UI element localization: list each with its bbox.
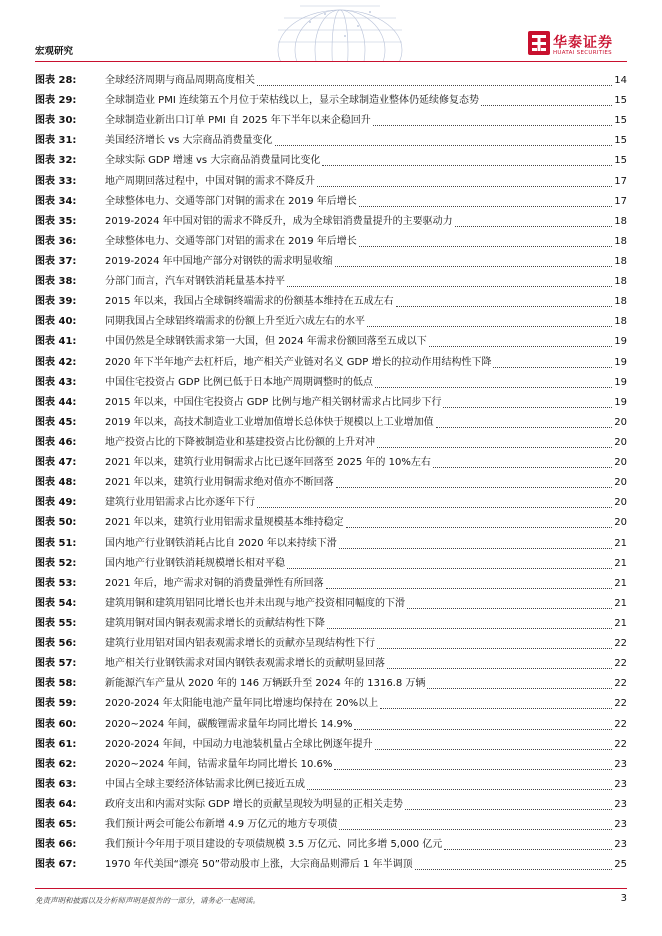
footer-disclaimer: 免责声明和披露以及分析师声明是报告的一部分，请务必一起阅读。 (35, 896, 260, 905)
figure-title[interactable]: 同期我国占全球铝终端需求的份额上升至近六成左右的水平 (105, 316, 365, 328)
header-divider (35, 61, 627, 62)
figure-title[interactable]: 2020~2024 年间，钴需求量年均同比增长 10.6% (105, 758, 333, 770)
figure-page-number[interactable]: 15 (614, 115, 627, 127)
figure-label: 图表 33: (35, 175, 77, 187)
toc-row[interactable] (35, 252, 627, 272)
toc-row[interactable] (35, 815, 627, 835)
figure-page-number[interactable]: 18 (614, 255, 627, 267)
figure-label: 图表 40: (35, 316, 77, 328)
figure-label: 图表 48: (35, 477, 77, 489)
figure-title[interactable]: 2021 年以来，建筑行业用铜需求绝对值亦不断回落 (105, 477, 334, 489)
toc-row[interactable] (35, 775, 627, 795)
dot-leader (339, 548, 612, 549)
toc-row[interactable] (35, 192, 627, 212)
figure-page-number[interactable]: 20 (614, 416, 627, 428)
figure-label: 图表 50: (35, 517, 77, 529)
toc-row[interactable] (35, 433, 627, 453)
toc-row[interactable] (35, 574, 627, 594)
figure-title[interactable]: 2021 年以来，建筑行业用铜需求占比已逐年回落至 2025 年的 10%左右 (105, 457, 431, 469)
figure-page-number[interactable]: 22 (614, 698, 627, 710)
toc-row[interactable] (35, 795, 627, 815)
figure-label: 图表 47: (35, 457, 77, 469)
figure-page-number[interactable]: 20 (614, 517, 627, 529)
toc-row[interactable] (35, 91, 627, 111)
figure-label: 图表 54: (35, 597, 77, 609)
figure-label: 图表 53: (35, 577, 77, 589)
figure-label: 图表 43: (35, 376, 77, 388)
toc-row[interactable] (35, 614, 627, 634)
figure-label: 图表 38: (35, 276, 77, 288)
toc-row[interactable] (35, 473, 627, 493)
toc-row[interactable] (35, 151, 627, 171)
figure-page-number[interactable]: 20 (614, 436, 627, 448)
figure-label: 图表 55: (35, 617, 77, 629)
dot-leader (322, 165, 612, 166)
toc-row[interactable] (35, 674, 627, 694)
figure-title[interactable]: 全球制造业 PMI 连续第五个月位于荣枯线以上，显示全球制造业整体仍延续修复态势 (105, 95, 479, 107)
figure-label: 图表 44: (35, 396, 77, 408)
figure-title[interactable]: 建筑用铜和建筑用铝同比增长也并未出现与地产投资相同幅度的下滑 (105, 597, 405, 609)
figure-label: 图表 39: (35, 296, 77, 308)
figure-label: 图表 45: (35, 416, 77, 428)
figure-label: 图表 62: (35, 758, 77, 770)
toc-row[interactable] (35, 453, 627, 473)
figure-title[interactable]: 地产相关行业钢铁需求对国内钢铁表观需求增长的贡献明显回落 (105, 658, 385, 670)
dot-leader (359, 206, 612, 207)
toc-row[interactable] (35, 312, 627, 332)
figure-page-number[interactable]: 19 (614, 356, 627, 368)
dot-leader (375, 387, 612, 388)
dot-leader (407, 608, 612, 609)
toc-row[interactable] (35, 634, 627, 654)
figure-title[interactable]: 2019-2024 年中国对铝的需求不降反升，成为全球铝消费量提升的主要驱动力 (105, 215, 453, 227)
dot-leader (493, 367, 612, 368)
figure-title[interactable]: 2015 年以来，我国占全球铜终端需求的份额基本维持在五成左右 (105, 296, 394, 308)
figure-label: 图表 56: (35, 638, 77, 650)
dot-leader (427, 688, 612, 689)
brand-logo (528, 31, 628, 61)
toc-row[interactable] (35, 353, 627, 373)
toc-row[interactable] (35, 855, 627, 875)
toc-row[interactable] (35, 594, 627, 614)
figure-title[interactable]: 2015 年以来，中国住宅投资占 GDP 比例与地产相关钢材需求占比同步下行 (105, 396, 442, 408)
figure-page-number[interactable]: 21 (614, 617, 627, 629)
dot-leader (405, 809, 612, 810)
figure-page-number[interactable]: 23 (614, 798, 627, 810)
figure-label: 图表 60: (35, 718, 77, 730)
dot-leader (375, 749, 612, 750)
figure-title[interactable]: 中国住宅投资占 GDP 比例已低于日本地产周期调整时的低点 (105, 376, 373, 388)
figure-page-number[interactable]: 23 (614, 778, 627, 790)
figure-label: 图表 65: (35, 819, 77, 831)
dot-leader (336, 487, 612, 488)
page-header (0, 0, 662, 62)
toc-row[interactable] (35, 554, 627, 574)
figure-title[interactable]: 地产投资占比的下降被制造业和基建投资占比份额的上升对冲 (105, 436, 375, 448)
figure-page-number[interactable]: 22 (614, 638, 627, 650)
figure-label: 图表 58: (35, 678, 77, 690)
figure-label: 图表 29: (35, 95, 77, 107)
figure-label: 图表 31: (35, 135, 77, 147)
section-label: 宏观研究 (35, 46, 74, 57)
figure-label: 图表 59: (35, 698, 77, 710)
toc-row[interactable] (35, 735, 627, 755)
toc-row[interactable] (35, 393, 627, 413)
dot-leader (334, 769, 612, 770)
dot-leader (317, 186, 612, 187)
figure-title[interactable]: 建筑行业用铝需求占比亦逐年下行 (105, 497, 255, 509)
dot-leader (443, 407, 612, 408)
figure-title[interactable]: 2020 年下半年地产去杠杆后，地产相关产业链对名义 GDP 增长的拉动作用结构性下降 (105, 356, 492, 368)
toc-row[interactable] (35, 373, 627, 393)
dot-leader (415, 869, 612, 870)
figure-title[interactable]: 2021 年后，地产需求对铜的消费量弹性有所回落 (105, 577, 324, 589)
figure-label: 图表 36: (35, 235, 77, 247)
figure-page-number[interactable]: 21 (614, 537, 627, 549)
dot-leader (367, 326, 612, 327)
toc-row[interactable] (35, 534, 627, 554)
figure-page-number[interactable]: 18 (614, 235, 627, 247)
dot-leader (257, 85, 612, 86)
figure-title[interactable]: 中国仍然是全球钢铁需求第一大国，但 2024 年需求份额回落至五成以下 (105, 336, 427, 348)
figure-title[interactable]: 2021 年以来，建筑行业用铝需求量规模基本维持稳定 (105, 517, 344, 529)
figure-label: 图表 35: (35, 215, 77, 227)
figure-title[interactable]: 全球制造业新出口订单 PMI 自 2025 年下半年以来企稳回升 (105, 115, 371, 127)
huatai-logo-icon (528, 31, 550, 55)
dot-leader (481, 105, 612, 106)
brand-name-en: HUATAI SECURITIES (553, 50, 612, 56)
figure-label: 图表 34: (35, 195, 77, 207)
figure-page-number[interactable]: 18 (614, 276, 627, 288)
toc-row[interactable] (35, 332, 627, 352)
footer-divider (35, 888, 627, 889)
figure-page-number[interactable]: 19 (614, 376, 627, 388)
figure-title[interactable]: 2019 年以来，高技术制造业工业增加值增长总体快于规模以上工业增加值 (105, 416, 434, 428)
figure-title[interactable]: 美国经济增长 vs 大宗商品消费量变化 (105, 135, 273, 147)
figure-page-number[interactable]: 17 (614, 195, 627, 207)
figure-title[interactable]: 全球整体电力、交通等部门对铜的需求在 2019 年后增长 (105, 195, 357, 207)
figure-page-number[interactable]: 23 (614, 758, 627, 770)
figure-label: 图表 66: (35, 839, 77, 851)
figure-label: 图表 41: (35, 336, 77, 348)
figure-page-number[interactable]: 22 (614, 718, 627, 730)
toc-row[interactable] (35, 212, 627, 232)
dot-leader (257, 507, 612, 508)
figure-page-number[interactable]: 25 (614, 859, 627, 871)
dot-leader (287, 286, 612, 287)
figure-label: 图表 49: (35, 497, 77, 509)
toc-row[interactable] (35, 715, 627, 735)
figure-label: 图表 30: (35, 115, 77, 127)
dot-leader (377, 648, 612, 649)
dot-leader (455, 226, 612, 227)
figure-label: 图表 32: (35, 155, 77, 167)
toc-row[interactable] (35, 654, 627, 674)
dot-leader (339, 829, 612, 830)
figure-title[interactable]: 2020~2024 年间，碳酸锂需求量年均同比增长 14.9% (105, 718, 353, 730)
figure-title[interactable]: 2019-2024 年中国地产部分对钢铁的需求明显收缩 (105, 255, 333, 267)
dot-leader (287, 568, 612, 569)
page-number: 3 (620, 893, 627, 904)
figure-title[interactable]: 国内地产行业钢铁消耗规模增长相对平稳 (105, 557, 285, 569)
figure-label: 图表 61: (35, 738, 77, 750)
figure-title[interactable]: 我们预计今年用于项目建设的专项债规模 3.5 万亿元、同比多增 5,000 亿元 (105, 839, 443, 851)
figure-label: 图表 57: (35, 658, 77, 670)
figure-label: 图表 52: (35, 557, 77, 569)
figure-page-number[interactable]: 18 (614, 296, 627, 308)
figure-label: 图表 64: (35, 798, 77, 810)
figure-title[interactable]: 分部门而言，汽车对钢铁消耗量基本持平 (105, 276, 285, 288)
dot-leader (380, 708, 612, 709)
dot-leader (354, 729, 612, 730)
figure-page-number[interactable]: 22 (614, 658, 627, 670)
figure-page-number[interactable]: 19 (614, 396, 627, 408)
toc-row[interactable] (35, 232, 627, 252)
figure-page-number[interactable]: 18 (614, 215, 627, 227)
figure-label: 图表 46: (35, 436, 77, 448)
figure-label: 图表 28: (35, 75, 77, 86)
dot-leader (396, 306, 612, 307)
figure-page-number[interactable]: 15 (614, 95, 627, 107)
figure-page-number[interactable]: 21 (614, 597, 627, 609)
figure-title[interactable]: 地产周期回落过程中，中国对铜的需求不降反升 (105, 175, 315, 187)
dot-leader (433, 467, 612, 468)
figure-page-number[interactable]: 20 (614, 477, 627, 489)
dot-leader (346, 527, 612, 528)
brand-name-cn: 华泰证券 (553, 35, 613, 51)
toc-row[interactable] (35, 755, 627, 775)
toc-row[interactable] (35, 272, 627, 292)
toc-row[interactable] (35, 71, 627, 91)
toc-row[interactable] (35, 413, 627, 433)
dot-leader (377, 447, 612, 448)
figure-page-number[interactable]: 23 (614, 839, 627, 851)
toc-row[interactable] (35, 292, 627, 312)
figure-title[interactable]: 2020-2024 年太阳能电池产量年同比增速均保持在 20%以上 (105, 698, 379, 710)
figure-page-number[interactable]: 15 (614, 135, 627, 147)
figure-label: 图表 67: (35, 859, 77, 871)
figure-page-number[interactable]: 22 (614, 678, 627, 690)
figure-title[interactable]: 建筑行业用铝对国内铝表观需求增长的贡献亦呈现结构性下行 (105, 638, 375, 650)
toc-row[interactable] (35, 835, 627, 855)
figure-title[interactable]: 2020-2024 年间，中国动力电池装机量占全球比例逐年提升 (105, 738, 373, 750)
figure-title[interactable]: 全球整体电力、交通等部门对铝的需求在 2019 年后增长 (105, 235, 357, 247)
toc-row[interactable] (35, 111, 627, 131)
figure-page-number[interactable]: 23 (614, 819, 627, 831)
toc-row[interactable] (35, 131, 627, 151)
dot-leader (359, 246, 612, 247)
figure-label: 图表 37: (35, 255, 77, 267)
figure-page-number[interactable]: 20 (614, 497, 627, 509)
figure-page-number[interactable]: 15 (614, 155, 627, 167)
figure-label: 图表 63: (35, 778, 77, 790)
toc-row[interactable] (35, 493, 627, 513)
toc-row[interactable] (35, 513, 627, 533)
dot-leader (335, 266, 612, 267)
dot-leader (326, 588, 612, 589)
dot-leader (373, 125, 612, 126)
figure-title[interactable]: 政府支出和内需对实际 GDP 增长的贡献呈现较为明显的正相关走势 (105, 798, 403, 810)
figure-page-number[interactable]: 20 (614, 457, 627, 469)
figure-label: 图表 42: (35, 356, 77, 368)
figure-title[interactable]: 我们预计两会可能公布新增 4.9 万亿元的地方专项债 (105, 819, 338, 831)
figure-title[interactable]: 建筑用铜对国内铜表观需求增长的贡献结构性下降 (105, 617, 325, 629)
globe-icon (270, 0, 410, 62)
dot-leader (429, 346, 612, 347)
figure-page-number[interactable]: 18 (614, 316, 627, 328)
figure-page-number[interactable]: 14 (614, 75, 627, 86)
figure-page-number[interactable]: 19 (614, 336, 627, 348)
dot-leader (436, 427, 612, 428)
figure-title[interactable]: 国内地产行业钢铁消耗占比自 2020 年以来持续下滑 (105, 537, 337, 549)
figure-title[interactable]: 1970 年代美国“漂亮 50”带动股市上涨，大宗商品则滞后 1 年半调顶 (105, 859, 413, 871)
dot-leader (387, 668, 612, 669)
figure-page-number[interactable]: 21 (614, 557, 627, 569)
figure-title[interactable]: 新能源汽车产量从 2020 年的 146 万辆跃升至 2024 年的 1316.8 万辆 (105, 678, 426, 690)
dot-leader (327, 628, 612, 629)
dot-leader (444, 849, 612, 850)
dot-leader (307, 789, 612, 790)
figure-page-number[interactable]: 17 (614, 175, 627, 187)
figure-title[interactable]: 全球实际 GDP 增速 vs 大宗商品消费量同比变化 (105, 155, 321, 167)
figure-title[interactable]: 中国占全球主要经济体钴需求比例已接近五成 (105, 778, 305, 790)
figure-page-number[interactable]: 22 (614, 738, 627, 750)
figure-page-number[interactable]: 21 (614, 577, 627, 589)
figure-title[interactable]: 全球经济周期与商品周期高度相关 (105, 75, 255, 86)
toc-row[interactable] (35, 172, 627, 192)
dot-leader (275, 145, 612, 146)
toc-row[interactable] (35, 694, 627, 714)
figure-label: 图表 51: (35, 537, 77, 549)
figure-list (35, 71, 627, 875)
